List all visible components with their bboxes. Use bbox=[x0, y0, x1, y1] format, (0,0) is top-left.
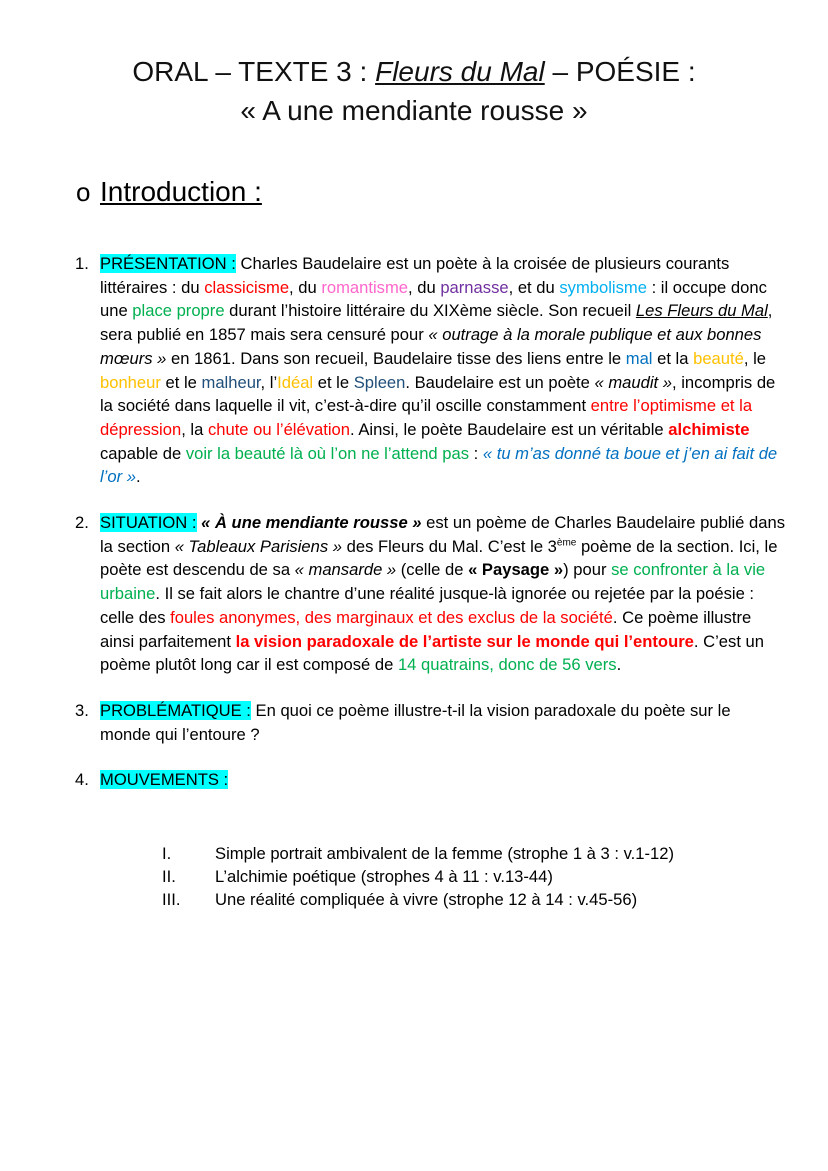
item-number: 2. bbox=[75, 513, 89, 533]
heading-label: Introduction : bbox=[100, 176, 262, 207]
term-alchimiste: alchimiste bbox=[668, 419, 750, 439]
poem-title: « À une mendiante rousse » bbox=[201, 513, 422, 533]
quote-maudit: « maudit » bbox=[594, 372, 672, 392]
item-label-problematique: PROBLÉMATIQUE : bbox=[100, 700, 251, 720]
term-ideal: Idéal bbox=[277, 372, 314, 392]
term-chute: chute ou l’élévation bbox=[207, 419, 351, 439]
section-name: « Tableaux Parisiens » bbox=[174, 536, 342, 556]
quote-outrage: « outrage à la morale publique et aux bonnes mœurs » bbox=[100, 325, 762, 368]
term-optimisme: entre l’optimisme et la dépression bbox=[100, 396, 753, 439]
numbered-list bbox=[75, 252, 785, 814]
term-parnasse: parnasse bbox=[440, 277, 509, 297]
term-romantisme: romantisme bbox=[321, 277, 409, 297]
page-title bbox=[0, 52, 828, 130]
term-mal: mal bbox=[625, 348, 653, 368]
mouvements-list bbox=[162, 842, 674, 911]
mouvement-item bbox=[162, 888, 674, 911]
mouvement-item bbox=[162, 842, 674, 865]
term-confronter: se confronter à la vie urbaine bbox=[100, 560, 766, 604]
mouvement-item bbox=[162, 865, 674, 888]
mouvement-text: L’alchimie poétique (strophes 4 à 11 : v.13-44) bbox=[215, 867, 553, 886]
list-item-situation: 2. SITUATION : « À une mendiante rousse » est un poème de Charles Baudelaire publié dans la section « Tableaux Parisiens » des Fleurs du Mal. C’est le 3ème poème de la section. Ici, le poète est descendu de sa « mansarde » (celle de « Paysage ») pour se confronter à la vie urbaine. Il se fait alors le chantre d’une réalité jusque-là ignorée ou rejetée par la poésie : celle des foules anonymes, des marginaux et des exclus de la société. Ce poème illustre ainsi parfaitement la vision paradoxale de l’artiste sur le monde qui l’entoure. C’est un poème plutôt long car il est composé de 14 quatrains, donc de 56 vers. bbox=[75, 513, 785, 675]
term-vision: la vision paradoxale de l’artiste sur le monde qui l’entoure bbox=[235, 631, 694, 651]
item-number: 1. bbox=[75, 254, 89, 273]
term-bonheur: bonheur bbox=[100, 372, 161, 392]
mouvement-text: Une réalité compliquée à vivre (strophe 12 à 14 : v.45-56) bbox=[215, 890, 638, 909]
term-symbolisme: symbolisme bbox=[559, 277, 647, 297]
section-heading-introduction bbox=[76, 172, 262, 212]
term-foules: foules anonymes, des marginaux et des exclus de la société bbox=[170, 607, 613, 627]
roman-numeral: I. bbox=[162, 844, 172, 863]
term-voir-beaute: voir la beauté là où l’on ne l’attend pas bbox=[185, 443, 470, 463]
work-recueil: Les Fleurs du Mal bbox=[635, 301, 768, 321]
term-classicisme: classicisme bbox=[204, 277, 290, 297]
item-label-mouvements: MOUVEMENTS : bbox=[100, 770, 229, 790]
term-place-propre: place propre bbox=[132, 301, 225, 321]
roman-numeral: III. bbox=[162, 890, 181, 909]
ordinal-sup: ème bbox=[556, 537, 577, 549]
list-item-problematique: 3. PROBLÉMATIQUE : En quoi ce poème illustre-t-il la vision paradoxale du poète sur le monde qui l’entoure ? bbox=[75, 700, 731, 744]
work-title: Fleurs du Mal bbox=[375, 56, 545, 87]
term-spleen: Spleen bbox=[353, 372, 406, 392]
term-malheur: malheur bbox=[201, 372, 261, 392]
item-number: 4. bbox=[75, 770, 89, 790]
quote-paysage: « Paysage » bbox=[468, 560, 564, 580]
roman-numeral: II. bbox=[162, 867, 176, 886]
circle-bullet-icon: o bbox=[76, 177, 91, 207]
item-number: 3. bbox=[75, 700, 89, 720]
list-item-mouvements bbox=[75, 768, 785, 792]
list-item-presentation: 1. PRÉSENTATION : Charles Baudelaire est un poète à la croisée de plusieurs courants littéraires : du classicisme, du romantisme, du parnasse, et du symbolisme : il occupe donc une place propre durant l’histoire littéraire du XIXème siècle. Son recueil Les Fleurs du Mal, sera publié en 1857 mais sera censuré pour « outrage à la morale publique et aux bonnes mœurs » en 1861. Dans son recueil, Baudelaire tisse des liens entre le mal et la beauté, le bonheur et le malheur, l’Idéal et le Spleen. Baudelaire est un poète « maudit », incompris de la société dans laquelle il vit, c’est-à-dire qu’il oscille constamment entre l’optimisme et la dépression, la chute ou l’élévation. Ainsi, le poète Baudelaire est un véritable alchimiste capable de voir la beauté là où l’on ne l’attend pas : « tu m’as donné ta boue et j’en ai fait de l’or ». bbox=[75, 254, 778, 487]
title-line-2: « A une mendiante rousse » bbox=[240, 95, 588, 126]
quote-boue-or: « tu m’as donné ta boue et j’en ai fait de l’or » bbox=[100, 443, 778, 487]
item-label-situation: SITUATION : bbox=[100, 513, 197, 533]
mouvement-text: Simple portrait ambivalent de la femme (strophe 1 à 3 : v.1-12) bbox=[215, 844, 674, 863]
item-label-presentation: PRÉSENTATION : bbox=[100, 254, 236, 273]
title-line-1: ORAL – TEXTE 3 : Fleurs du Mal – POÉSIE : bbox=[132, 56, 696, 87]
quote-mansarde: « mansarde » bbox=[294, 560, 397, 580]
term-beaute: beauté bbox=[693, 348, 744, 368]
term-quatrains: 14 quatrains, donc de 56 vers bbox=[397, 655, 617, 675]
